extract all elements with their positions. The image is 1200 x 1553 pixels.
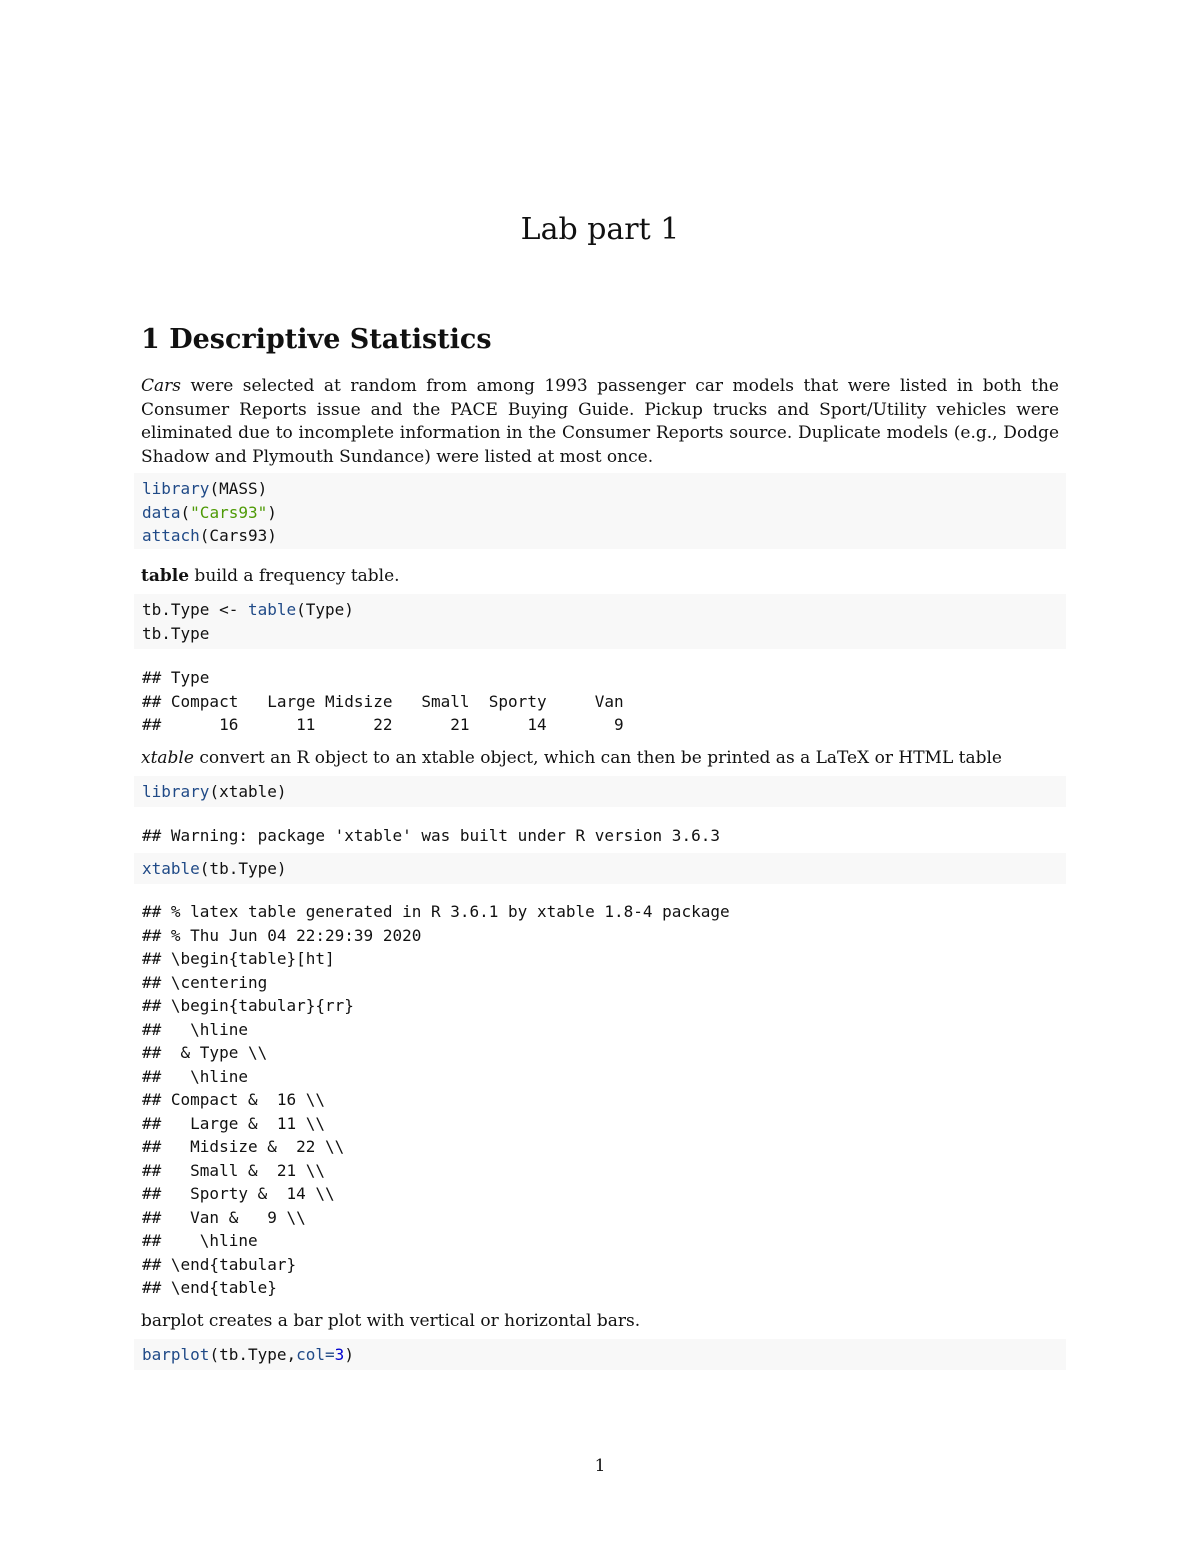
output-line: ## \hline: [142, 1066, 248, 1086]
output-line: ## Van & 9 \\: [142, 1207, 306, 1227]
output-line: ## \centering: [142, 972, 268, 992]
code-text: (tb.Type): [199, 859, 287, 878]
code-function: barplot: [142, 1345, 210, 1364]
code-number: 3: [334, 1345, 345, 1364]
output-line: ## Type: [142, 668, 210, 687]
xtable-term: xtable: [141, 748, 194, 768]
code-block-barplot: [134, 1339, 1066, 1370]
section-title: Descriptive Statistics: [169, 324, 492, 355]
output-line: ## Sporty & 14 \\: [142, 1184, 335, 1203]
code-function: data: [142, 502, 181, 522]
output-line: ## Compact Large Midsize Small Sporty Van: [142, 691, 624, 711]
code-text: (: [180, 502, 191, 522]
code-function: xtable: [142, 859, 200, 878]
code-line: [142, 524, 1058, 548]
output-line: ## Large & 11 \\: [142, 1113, 326, 1133]
code-function: table: [247, 600, 297, 619]
section-number: 1: [141, 324, 160, 355]
code-argument: col=: [296, 1345, 335, 1364]
code-line: tb.Type: [142, 623, 210, 643]
code-function: attach: [142, 526, 200, 545]
code-text: (tb.Type,: [209, 1345, 297, 1364]
output-line: ## 16 11 22 21 14 9: [142, 715, 624, 734]
output-line: ## % Thu Jun 04 22:29:39 2020: [142, 925, 422, 945]
page-number: 1: [594, 1456, 606, 1476]
code-text: ): [344, 1345, 354, 1364]
code-line: [142, 857, 1058, 881]
code-block-library-xtable: [134, 776, 1066, 807]
code-string: "Cars93": [190, 502, 268, 522]
output-line: ## \begin{table}[ht]: [142, 949, 335, 968]
code-block-table: [134, 594, 1066, 649]
output-line: ## \begin{tabular}{rr}: [142, 996, 354, 1015]
xtable-description-text: convert an R object to an xtable object, which can then be printed as a LaTeX or HTML table: [193, 748, 1002, 768]
code-line: [142, 598, 1058, 622]
code-line: [142, 1343, 1058, 1367]
intro-lead: Cars: [141, 376, 181, 396]
output-latex-table: [142, 900, 730, 1300]
output-line: ## Midsize & 22 \\: [142, 1137, 345, 1156]
code-text: (Type): [296, 600, 354, 619]
code-text: tb.Type <-: [142, 600, 248, 619]
code-block-xtable: [134, 853, 1066, 884]
output-line: ## Compact & 16 \\: [142, 1090, 326, 1109]
table-description-text: build a frequency table.: [189, 566, 400, 586]
output-line: ## & Type \\: [142, 1043, 268, 1062]
code-line: [142, 780, 1058, 804]
section-heading: [141, 324, 492, 355]
barplot-description: barplot creates a bar plot with vertical or horizontal bars.: [141, 1311, 641, 1331]
table-term: table: [141, 566, 190, 586]
output-line: ## Warning: package 'xtable' was built under R version 3.6.3: [142, 826, 720, 845]
code-line: [142, 501, 1058, 525]
output-line: ## \hline: [142, 1231, 258, 1250]
code-function: library: [142, 782, 210, 801]
code-function: library: [142, 479, 210, 498]
code-line: [142, 477, 1058, 501]
output-line: ## % latex table generated in R 3.6.1 by xtable 1.8-4 package: [142, 902, 730, 921]
table-description: [141, 565, 400, 588]
intro-paragraph: [141, 375, 1059, 469]
output-frequency-table: [142, 666, 624, 737]
code-text: (Cars93): [199, 526, 277, 545]
code-text: (xtable): [209, 782, 287, 801]
xtable-description: [141, 747, 1002, 770]
output-warning: [142, 824, 720, 848]
code-text: ): [267, 502, 277, 522]
intro-text: were selected at random from among 1993 passenger car models that were listed in both the Consumer Reports issue and the PACE Buying Guide. Pickup trucks and Sport/Utility vehicles were eliminated due to incomplete information in the Consumer Reports source. Duplicate models (e.g., Dodge Shadow and Plymouth Sundance) were listed at most once.: [141, 376, 1059, 467]
output-line: ## \end{tabular}: [142, 1254, 297, 1274]
page-title: Lab part 1: [520, 212, 680, 247]
output-line: ## Small & 21 \\: [142, 1160, 326, 1180]
code-block-load-data: [134, 473, 1066, 549]
output-line: ## \end{table}: [142, 1278, 277, 1297]
output-line: ## \hline: [142, 1019, 248, 1039]
code-text: (MASS): [209, 479, 268, 498]
